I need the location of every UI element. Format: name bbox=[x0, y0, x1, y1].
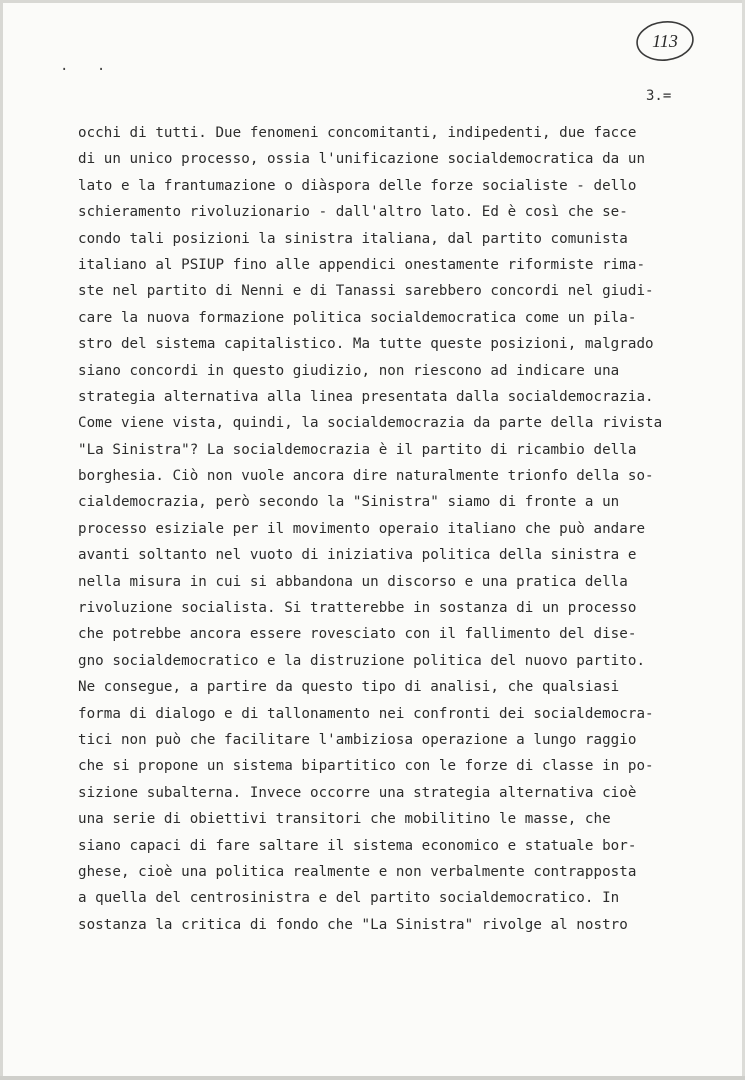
stamp-number: 113 bbox=[652, 31, 678, 51]
text-line: schieramento rivoluzionario - dall'altro lato. Ed è così che se- bbox=[78, 204, 628, 221]
archive-number-stamp bbox=[634, 18, 696, 64]
text-line: rivoluzione socialista. Si tratterebbe in sostanza di un processo bbox=[78, 600, 637, 617]
text-line: siano capaci di fare saltare il sistema economico e statuale bor- bbox=[78, 837, 637, 854]
text-line: che si propone un sistema bipartitico con le forze di classe in po- bbox=[78, 758, 654, 775]
text-line: sizione subalterna. Invece occorre una strategia alternativa cioè bbox=[78, 784, 637, 801]
text-line: a quella del centrosinistra e del partito socialdemocratico. In bbox=[78, 890, 620, 907]
text-line: forma di dialogo e di tallonamento nei confronti dei socialdemocra- bbox=[78, 705, 654, 722]
text-line: processo esiziale per il movimento operaio italiano che può andare bbox=[78, 520, 646, 537]
text-line: lato e la frantumazione o diàspora delle forze socialiste - dello bbox=[78, 177, 637, 194]
corner-marks: . . bbox=[60, 58, 116, 74]
text-line: italiano al PSIUP fino alle appendici onestamente riformiste rima- bbox=[78, 256, 646, 273]
text-line: avanti soltanto nel vuoto di iniziativa politica della sinistra e bbox=[78, 547, 637, 564]
text-line: che potrebbe ancora essere rovesciato con il fallimento del dise- bbox=[78, 626, 637, 643]
text-line: nella misura in cui si abbandona un discorso e una pratica della bbox=[78, 573, 628, 590]
text-line: sostanza la critica di fondo che "La Sinistra" rivolge al nostro bbox=[78, 916, 628, 933]
text-line: una serie di obiettivi transitori che mobilitino le masse, che bbox=[78, 811, 611, 828]
text-line: strategia alternativa alla linea presentata dalla socialdemocrazia. bbox=[78, 388, 654, 405]
text-line: Ne consegue, a partire da questo tipo di analisi, che qualsiasi bbox=[78, 679, 620, 696]
text-line: condo tali posizioni la sinistra italiana, dal partito comunista bbox=[78, 230, 628, 247]
text-line: tici non può che facilitare l'ambiziosa operazione a lungo raggio bbox=[78, 731, 637, 748]
text-line: ghese, cioè una politica realmente e non verbalmente contrapposta bbox=[78, 863, 637, 880]
page-number: 3.= bbox=[646, 88, 672, 104]
text-line: Come viene vista, quindi, la socialdemocrazia da parte della rivista bbox=[78, 415, 663, 432]
body-text bbox=[78, 120, 688, 938]
text-line: care la nuova formazione politica socialdemocratica come un pila- bbox=[78, 309, 637, 326]
text-line: "La Sinistra"? La socialdemocrazia è il partito di ricambio della bbox=[78, 441, 637, 458]
text-line: occhi di tutti. Due fenomeni concomitanti, indipedenti, due facce bbox=[78, 125, 637, 141]
text-line: ste nel partito di Nenni e di Tanassi sarebbero concordi nel giudi- bbox=[78, 283, 654, 300]
text-line: borghesia. Ciò non vuole ancora dire naturalmente trionfo della so- bbox=[78, 468, 654, 485]
scan-edge-bottom bbox=[0, 1076, 745, 1080]
scan-edge-top bbox=[0, 0, 745, 3]
text-line: stro del sistema capitalistico. Ma tutte queste posizioni, malgrado bbox=[78, 336, 654, 353]
scan-edge-left bbox=[0, 0, 3, 1080]
text-line: cialdemocrazia, però secondo la "Sinistra" siamo di fronte a un bbox=[78, 494, 620, 511]
text-line: di un unico processo, ossia l'unificazione socialdemocratica da un bbox=[78, 151, 646, 168]
text-line: gno socialdemocratico e la distruzione politica del nuovo partito. bbox=[78, 652, 646, 669]
text-line: siano concordi in questo giudizio, non riescono ad indicare una bbox=[78, 362, 620, 379]
